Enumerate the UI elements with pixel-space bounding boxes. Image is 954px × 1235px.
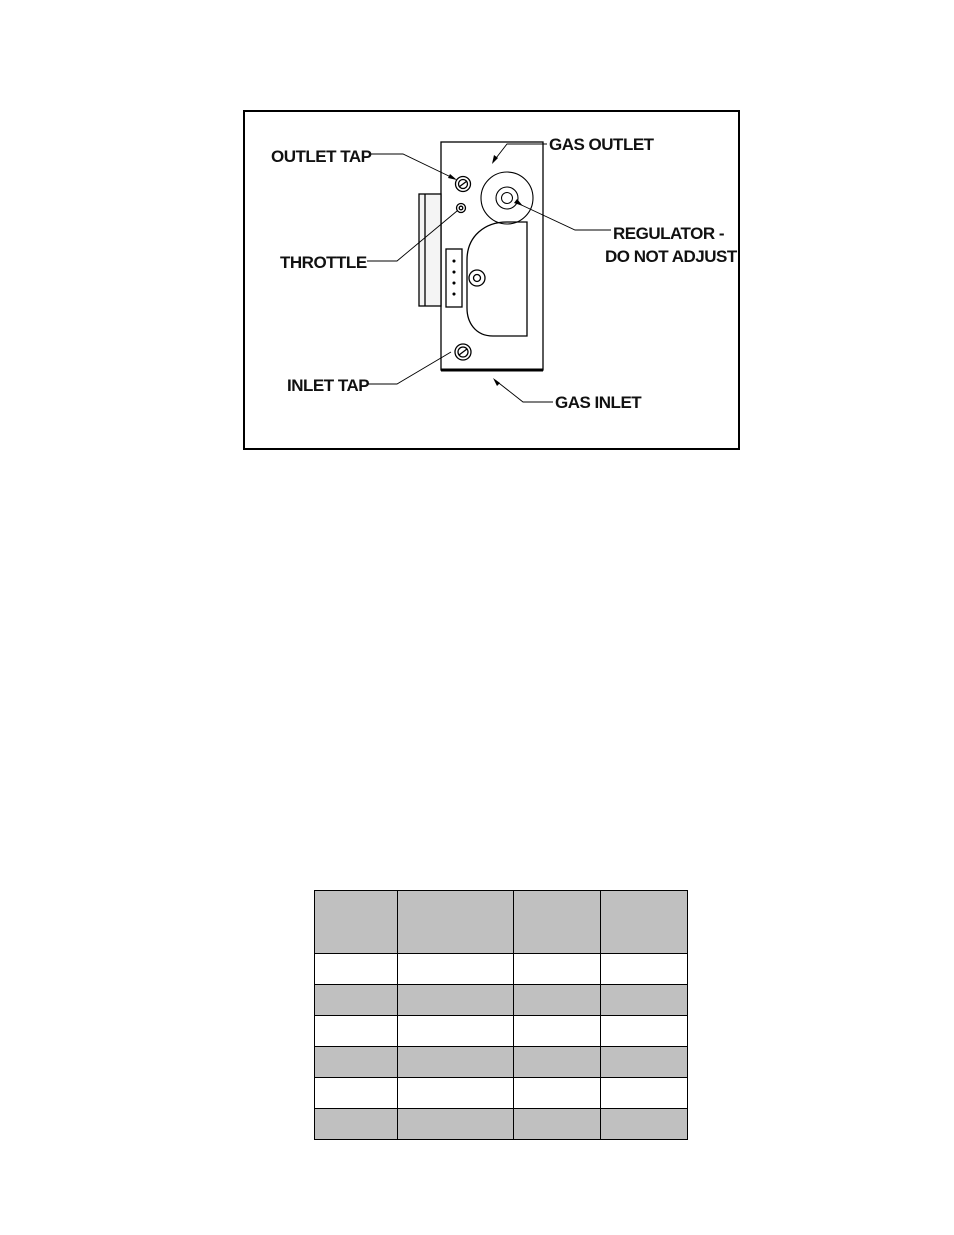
table-row (315, 1109, 688, 1140)
gas-valve-diagram-frame (243, 110, 740, 450)
table-cell (315, 954, 398, 985)
table-cell (514, 1109, 601, 1140)
table-header-cell (601, 891, 688, 954)
data-table (314, 890, 688, 1140)
table-cell (315, 1109, 398, 1140)
leader-arrowheads (448, 155, 523, 386)
table-cell (398, 1109, 514, 1140)
table-row (315, 1016, 688, 1047)
label-inlet-tap: INLET TAP (287, 376, 370, 395)
table-cell (601, 1078, 688, 1109)
table-row (315, 954, 688, 985)
table-row (315, 985, 688, 1016)
table-cell (601, 1109, 688, 1140)
table-cell (514, 1016, 601, 1047)
table-cell (601, 1016, 688, 1047)
table-header-cell (398, 891, 514, 954)
table-header-cell (315, 891, 398, 954)
table-row (315, 1047, 688, 1078)
table-row (315, 1078, 688, 1109)
table-cell (315, 985, 398, 1016)
table-cell (315, 1078, 398, 1109)
table-cell (398, 1078, 514, 1109)
table-header-row (315, 891, 688, 954)
table-cell (514, 1047, 601, 1078)
table-cell (514, 985, 601, 1016)
table-header-cell (514, 891, 601, 954)
table-cell (601, 985, 688, 1016)
table-cell (514, 1078, 601, 1109)
table-cell (514, 954, 601, 985)
label-throttle: THROTTLE (280, 253, 367, 272)
table-cell (601, 954, 688, 985)
table-cell (398, 1047, 514, 1078)
gas-valve-diagram (245, 112, 738, 448)
label-gas-outlet: GAS OUTLET (549, 135, 654, 154)
table-cell (398, 1016, 514, 1047)
label-outlet-tap: OUTLET TAP (271, 147, 372, 166)
table-cell (315, 1047, 398, 1078)
leader-lines (367, 144, 611, 402)
gas-valve-body (419, 142, 543, 370)
label-regulator-line2: DO NOT ADJUST (605, 247, 737, 266)
table-cell (398, 954, 514, 985)
table-cell (315, 1016, 398, 1047)
table-cell (601, 1047, 688, 1078)
table-cell (398, 985, 514, 1016)
label-regulator-line1: REGULATOR - (613, 224, 724, 243)
label-gas-inlet: GAS INLET (555, 393, 642, 412)
